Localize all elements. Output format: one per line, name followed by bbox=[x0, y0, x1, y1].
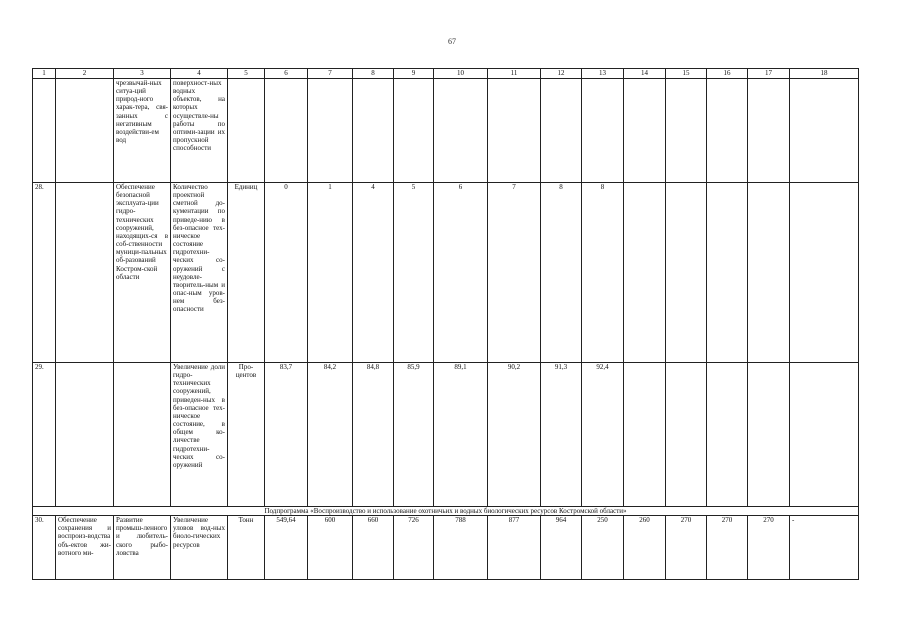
value-cell: 660 bbox=[353, 516, 394, 580]
header-cell: 17 bbox=[748, 69, 790, 79]
header-cell: 6 bbox=[265, 69, 308, 79]
indicator-cell: Увеличение уловов вод-ных биоло-гических ресурсов bbox=[171, 516, 228, 580]
indicator-cell: Увеличение доли гидро-технических сооружений, приведен-ных в без-опасное тех-ническое состояние, в общем ко-личестве гидротехни-ческих со-оружений bbox=[171, 363, 228, 507]
row-number: 30. bbox=[33, 516, 56, 580]
value-cell: 85,9 bbox=[394, 363, 434, 507]
value-cell: 83,7 bbox=[265, 363, 308, 507]
header-cell: 11 bbox=[488, 69, 541, 79]
header-row bbox=[33, 69, 859, 79]
indicator-cell: поверхност-ных водных объектов, на которых осуществле-ны работы по оптими-зации их пропускной способности bbox=[171, 79, 228, 183]
header-cell: 16 bbox=[707, 69, 748, 79]
value-cell: 250 bbox=[582, 516, 624, 580]
header-cell: 2 bbox=[56, 69, 114, 79]
header-cell: 3 bbox=[114, 69, 171, 79]
header-cell: 10 bbox=[434, 69, 488, 79]
row-number: 29. bbox=[33, 363, 56, 507]
value-cell: 964 bbox=[541, 516, 582, 580]
value-cell: 89,1 bbox=[434, 363, 488, 507]
value-cell: 788 bbox=[434, 516, 488, 580]
header-cell: 1 bbox=[33, 69, 56, 79]
task-cell: Развитие промыш-ленного и любитель-ского рыбо-ловства bbox=[114, 516, 171, 580]
value-cell: 4 bbox=[353, 183, 394, 363]
header-cell: 15 bbox=[666, 69, 707, 79]
value-cell: 270 bbox=[748, 516, 790, 580]
header-cell: 18 bbox=[790, 69, 859, 79]
subprogram-title: Подпрограмма «Воспроизводство и использование охотничьих и водных биологических ресурсов Костромской области» bbox=[33, 507, 859, 516]
value-cell: 0 bbox=[265, 183, 308, 363]
note-cell: - bbox=[790, 516, 859, 580]
value-cell: 726 bbox=[394, 516, 434, 580]
value-cell: 600 bbox=[308, 516, 353, 580]
value-cell: 84,8 bbox=[353, 363, 394, 507]
header-cell: 5 bbox=[228, 69, 265, 79]
header-cell: 13 bbox=[582, 69, 624, 79]
header-cell: 8 bbox=[353, 69, 394, 79]
value-cell: 7 bbox=[488, 183, 541, 363]
value-cell: 260 bbox=[624, 516, 666, 580]
table-row-30 bbox=[33, 516, 859, 580]
goal-cell: Обеспечение сохранения и воспроиз-водства объ-ектов жи-вотного ми- bbox=[56, 516, 114, 580]
subprogram-row bbox=[33, 507, 859, 516]
indicators-table bbox=[32, 68, 859, 580]
header-cell: 12 bbox=[541, 69, 582, 79]
task-cell: Обеспечение безопасной эксплуата-ции гидро-технических сооружений, находящих-ся в соб-ственности муници-пальных об-разований Костром-ской области bbox=[114, 183, 171, 363]
page-number: 67 bbox=[448, 37, 456, 46]
indicator-cell: Количество проектной сметной до-кументации по приведе-нию в без-опасное тех-ническое состояние гидротехни-ческих со-оружений с неудовле-творитель-ным и опас-ным уров-нем без-опасности bbox=[171, 183, 228, 363]
value-cell: 8 bbox=[582, 183, 624, 363]
value-cell: 91,3 bbox=[541, 363, 582, 507]
header-cell: 14 bbox=[624, 69, 666, 79]
value-cell: 270 bbox=[707, 516, 748, 580]
value-cell: 1 bbox=[308, 183, 353, 363]
value-cell: 5 bbox=[394, 183, 434, 363]
value-cell: 90,2 bbox=[488, 363, 541, 507]
table-row-continued bbox=[33, 79, 859, 183]
unit-cell: Тонн bbox=[228, 516, 265, 580]
task-cell: чрезвычай-ных ситуа-ций природ-ного харак-тера, свя-занных с негативным воздействи-ем вод bbox=[114, 79, 171, 183]
value-cell: 8 bbox=[541, 183, 582, 363]
header-cell: 4 bbox=[171, 69, 228, 79]
row-number: 28. bbox=[33, 183, 56, 363]
unit-cell: Единиц bbox=[228, 183, 265, 363]
unit-cell: Про-центов bbox=[228, 363, 265, 507]
value-cell: 6 bbox=[434, 183, 488, 363]
header-cell: 7 bbox=[308, 69, 353, 79]
table-row-29 bbox=[33, 363, 859, 507]
value-cell: 877 bbox=[488, 516, 541, 580]
value-cell: 270 bbox=[666, 516, 707, 580]
header-cell: 9 bbox=[394, 69, 434, 79]
value-cell: 84,2 bbox=[308, 363, 353, 507]
value-cell: 549,64 bbox=[265, 516, 308, 580]
value-cell: 92,4 bbox=[582, 363, 624, 507]
table-row-28 bbox=[33, 183, 859, 363]
